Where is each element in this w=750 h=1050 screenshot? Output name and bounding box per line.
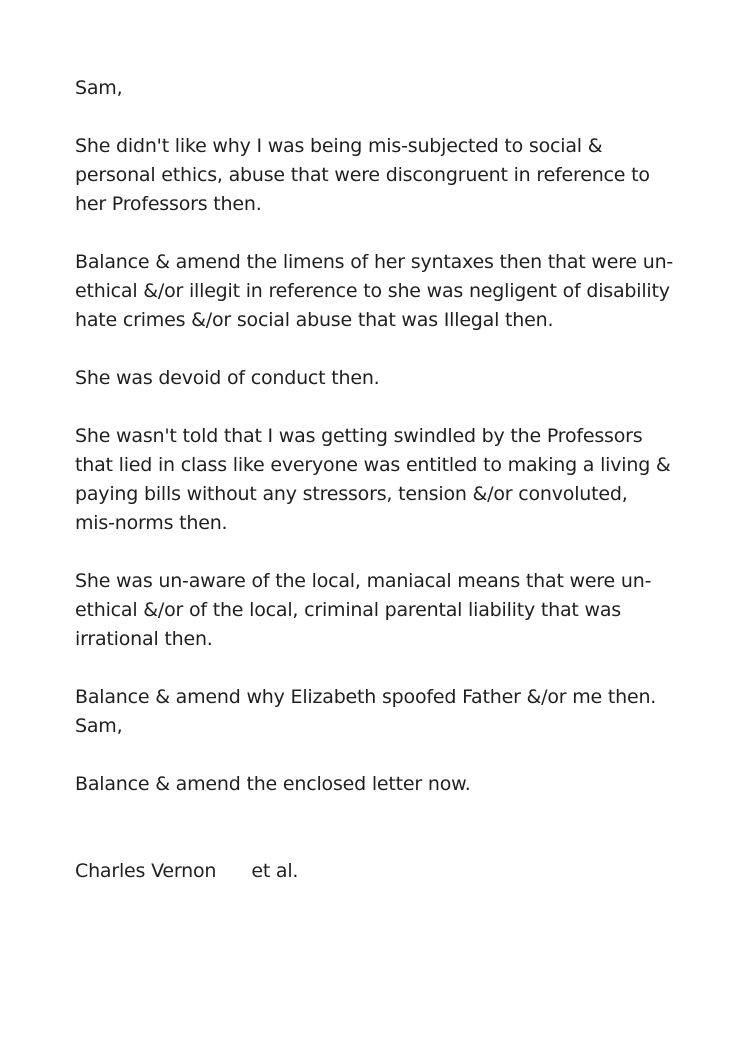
paragraph-gap — [75, 741, 680, 770]
paragraph-gap — [75, 393, 680, 422]
second-salutation: Sam, — [75, 715, 123, 737]
paragraph-gap — [75, 538, 680, 567]
paragraph-gap — [75, 654, 680, 683]
signature-line — [75, 828, 680, 886]
signature-spacer — [216, 860, 251, 882]
paragraph-5: She was un-aware of the local, maniacal means that were un- ethical &/or of the local, criminal parental liability that was irrational then. — [75, 570, 652, 650]
paragraph-2: Balance & amend the limens of her syntaxes then that were un- ethical &/or illegit in reference to she was negligent of disability hate crimes &/or social abuse that was Illegal then. — [75, 251, 674, 331]
paragraph-gap — [75, 103, 680, 132]
paragraph-gap — [75, 799, 680, 828]
salutation: Sam, — [75, 77, 123, 99]
signature-suffix: et al. — [251, 860, 299, 882]
letter-body — [75, 74, 680, 886]
paragraph-4: She wasn't told that I was getting swindled by the Professors that lied in class like everyone was entitled to making a living & paying bills without any stressors, tension &/or convoluted, mis-norms then. — [75, 425, 671, 534]
paragraph-6: Balance & amend why Elizabeth spoofed Father &/or me then. — [75, 686, 657, 708]
paragraph-1: She didn't like why I was being mis-subjected to social & personal ethics, abuse that were discongruent in reference to her Professors then. — [75, 135, 650, 215]
closing-request: Balance & amend the enclosed letter now. — [75, 773, 471, 795]
paragraph-gap — [75, 219, 680, 248]
paragraph-3: She was devoid of conduct then. — [75, 367, 380, 389]
signature-name: Charles Vernon — [75, 860, 217, 882]
paragraph-gap — [75, 335, 680, 364]
